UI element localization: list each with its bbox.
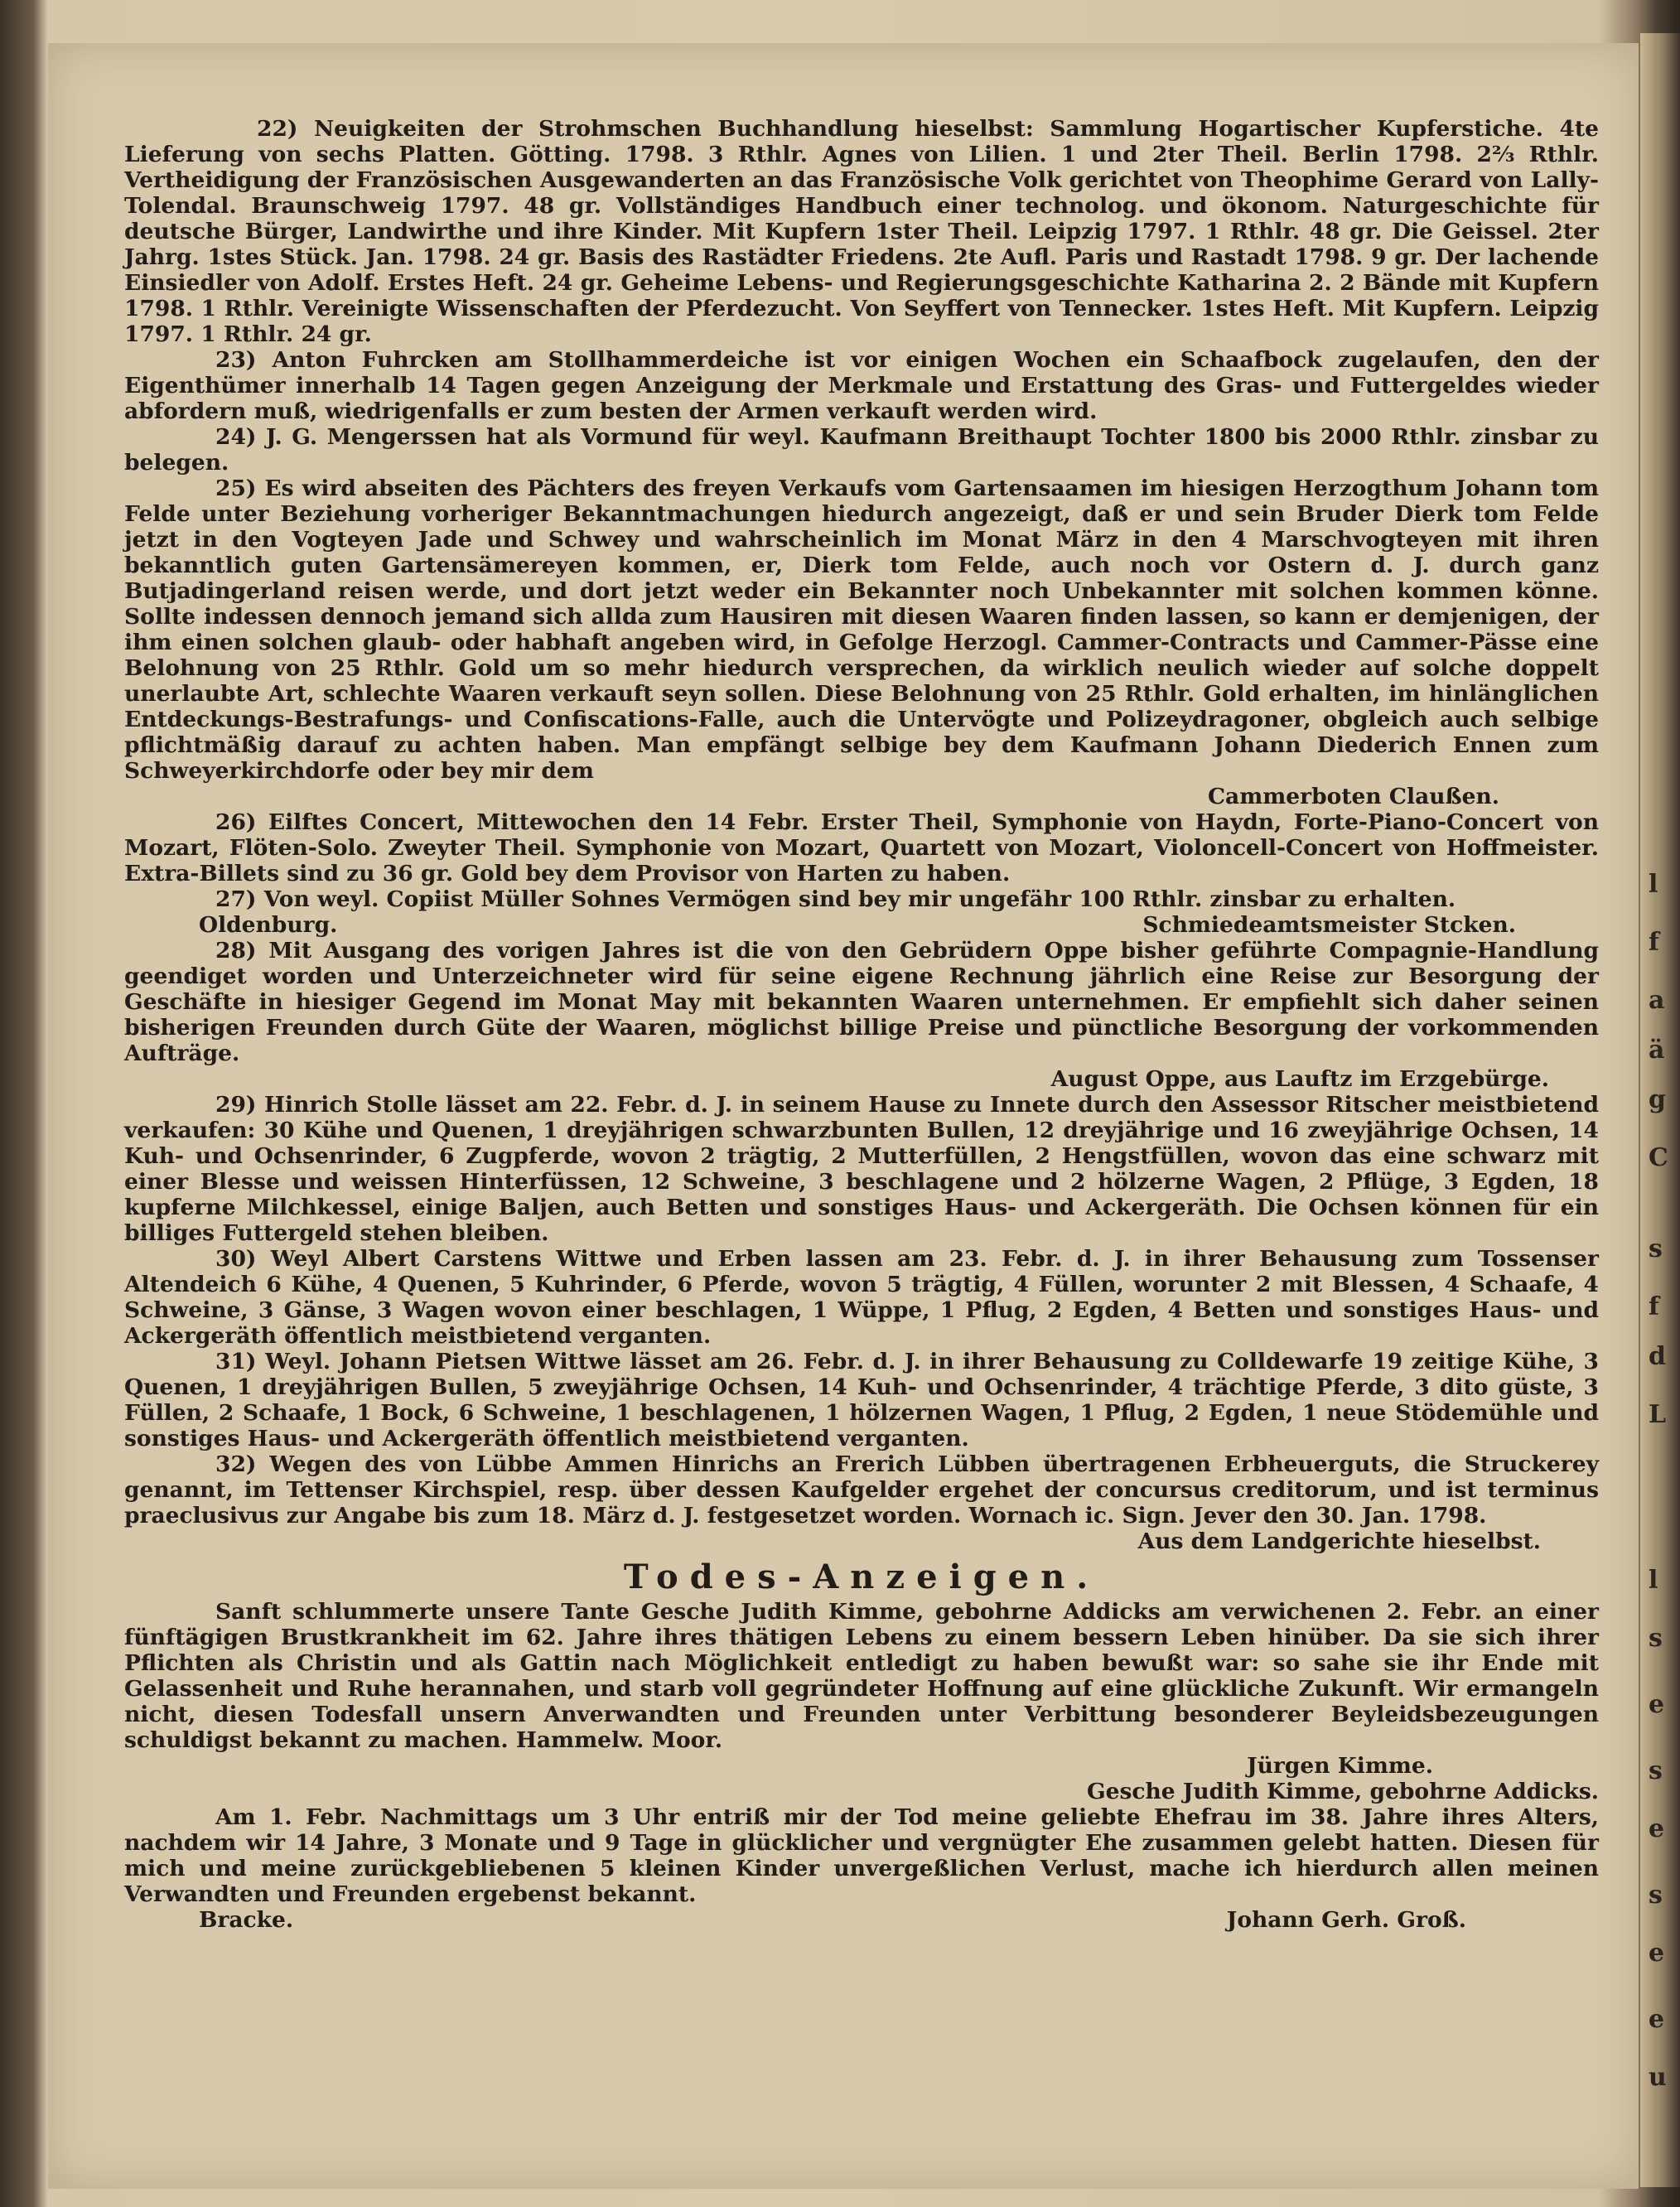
edge-letter: e [1649, 1814, 1665, 1843]
edge-letter: e [1649, 1939, 1665, 1968]
notice-24: 24) J. G. Mengerssen hat als Vormund für weyl. Kaufmann Breithaupt Tochter 1800 bis 2000 Rthlr. zinsbar zu belegen. [124, 424, 1599, 476]
page-content [124, 116, 1599, 1933]
notice-27-signature [124, 912, 1599, 938]
edge-letter: s [1649, 1624, 1663, 1653]
edge-letter: s [1649, 1881, 1663, 1910]
facing-page-edge [1640, 33, 1680, 2187]
edge-letter: u [1649, 2063, 1667, 2092]
edge-letter: L [1649, 1400, 1667, 1429]
edge-letter: l [1649, 1566, 1658, 1595]
notice-25: 25) Es wird abseiten des Pächters des freyen Verkaufs vom Gartensaamen im hiesigen Herzogthum Johann tom Felde unter Beziehung vorheriger Bekanntmachungen hiedurch angezeigt, daß er und sein Bruder Dierk tom Felde jetzt in den Vogteyen Jade und Schwey und wahrscheinlich im Monat März in den 4 Marschvogteyen mit ihren bekanntlich guten Gartensämereyen kommen, er, Dierk tom Felde, auch noch vor Ostern d. J. durch ganz Butjadingerland reisen werde, und dort jetzt weder ein Bekannter noch Unbekannter mit solchen kommen könne. Sollte indessen dennoch jemand sich allda zum Hausiren mit diesen Waaren finden lassen, so kann er demjenigen, der ihm einen solchen glaub- oder habhaft angeben wird, in Gefolge Herzogl. Cammer-Contracts und Cammer-Pässe eine Belohnung von 25 Rthlr. Gold um so mehr hiedurch versprechen, da wirklich neulich wieder auf solche doppelt unerlaubte Art, schlechte Waaren verkauft seyn sollen. Diese Belohnung von 25 Rthlr. Gold erhalten, im hinlänglichen Entdeckungs-Bestrafungs- und Confiscations-Falle, auch die Untervögte und Polizeydragoner, obgleich auch selbige pflichtmäßig darauf zu achten haben. Man empfängt selbige bey dem Kaufmann Johann Diederich Ennen zum Schweyerkirchdorfe oder bey mir dem [124, 476, 1599, 784]
notice-28: 28) Mit Ausgang des vorigen Jahres ist die von den Gebrüdern Oppe bisher geführte Compagnie-Handlung geendiget worden und Unterzeichneter wird für seine eigene Rechnung jährlich eine Reise zur Besorgung der Geschäfte in hiesiger Gegend im Monat May mit bekannten Waaren unternehmen. Er empfiehlt sich daher seinen bisherigen Freunden durch Güte der Waaren, möglichst billige Preise und pünctliche Besorgung der vorkommenden Aufträge. [124, 938, 1599, 1066]
notice-31: 31) Weyl. Johann Pietsen Wittwe lässet am 26. Febr. d. J. in ihrer Behausung zu Colldewarfe 19 zeitige Kühe, 3 Quenen, 1 dreyjährigen Bullen, 5 zweyjährige Ochsen, 14 Kuh- und Ochsenrinder, 4 trächtige Pferde, 3 dito güste, 3 Füllen, 2 Schaafe, 1 Bock, 6 Schweine, 1 beschlagenen, 1 hölzernen Wagen, 1 Pflug, 2 Egden, 1 neue Stödemühle und sonstiges Haus- und Ackergeräth öffentlich meistbietend verganten. [124, 1349, 1599, 1451]
death-notice-2-signer: Johann Gerh. Groß. [1226, 1907, 1466, 1933]
notice-27-signer: Schmiedeamtsmeister Stcken. [1142, 912, 1516, 938]
edge-letter: g [1649, 1085, 1666, 1114]
edge-letter: a [1649, 986, 1665, 1015]
death-notices-heading: Todes-Anzeigen. [623, 1557, 1100, 1596]
death-notice-2: Am 1. Febr. Nachmittags um 3 Uhr entriß mir der Tod meine geliebte Ehefrau im 38. Jahre ihres Alters, nachdem wir 14 Jahre, 3 Monate und 9 Tage in glücklicher und vergnügter Ehe zusammen gelebt hatten. Diesen für mich und meine zurückgebliebenen 5 kleinen Kinder unvergeßlichen Verlust, mache ich hierdurch allen meinen Verwandten und Freunden ergebenst bekannt. [124, 1804, 1599, 1907]
notice-32: 32) Wegen des von Lübbe Ammen Hinrichs an Frerich Lübben übertragenen Erbheuerguts, die Struckerey genannt, im Tettenser Kirchspiel, resp. über dessen Kaufgelder ergehet der concursus creditorum, und ist terminus praeclusivus zur Angabe bis zum 18. März d. J. festgesetzet worden. Wornach ic. Sign. Jever den 30. Jan. 1798. [124, 1451, 1599, 1528]
death-notice-1: Sanft schlummerte unsere Tante Gesche Judith Kimme, gebohrne Addicks am verwichenen 2. Febr. an einer fünftägigen Brustkrankheit im 62. Jahre ihres thätigen Lebens zu einem bessern Leben hinüber. Da sie sich ihrer Pflichten als Christin und als Gattin nach Möglichkeit entledigt zu haben bewußt war: so sahe sie ihr Ende mit Gelassenheit und Ruhe herannahen, und starb voll gegründeter Hoffnung auf eine glückliche Zukunft. Wir ermangeln nicht, diesen Todesfall unsern Anverwandten und Freunden unter Verbittung besonderer Beyleidsbezeugungen schuldigst bekannt zu machen. Hammelw. Moor. [124, 1599, 1599, 1753]
edge-letter: e [1649, 1690, 1665, 1719]
edge-letter: C [1649, 1143, 1668, 1172]
edge-letter: s [1649, 1756, 1663, 1785]
death-notice-1-signer-2: Gesche Judith Kimme, gebohrne Addicks. [1086, 1779, 1599, 1804]
death-notice-2-signature [124, 1907, 1599, 1933]
edge-letter: s [1649, 1234, 1663, 1263]
notice-26: 26) Eilftes Concert, Mittewochen den 14 Febr. Erster Theil, Symphonie von Haydn, Forte-Piano-Concert von Mozart, Flöten-Solo. Zweyter Theil. Symphonie von Mozart, Quartett von Mozart, Violoncell-Concert von Hoffmeister. Extra-Billets sind zu 36 gr. Gold bey dem Provisor von Harten zu haben. [124, 809, 1599, 886]
notice-27: 27) Von weyl. Copiist Müller Sohnes Vermögen sind bey mir ungefähr 100 Rthlr. zinsbar zu erhalten. [215, 886, 1456, 912]
edge-letter: e [1649, 2005, 1665, 2034]
edge-letter: f [1649, 1292, 1659, 1321]
notice-32-signature: Aus dem Landgerichte hieselbst. [1137, 1528, 1541, 1554]
edge-letter: ä [1649, 1036, 1665, 1065]
notice-28-signature: August Oppe, aus Lauftz im Erzgebürge. [1050, 1066, 1549, 1092]
edge-letter: f [1649, 928, 1659, 957]
edge-letter: d [1649, 1342, 1666, 1371]
notice-29: 29) Hinrich Stolle lässet am 22. Febr. d. J. in seinem Hause zu Innete durch den Assessor Ritscher meistbietend verkaufen: 30 Kühe und Quenen, 1 dreyjährigen schwarzbunten Bullen, 12 dreyjährige und 16 zweyjährige Ochsen, 14 Kuh- und Ochsenrinder, 6 Zugpferde, wovon 2 trägtig, 2 Mutterfüllen, 2 Hengstfüllen, wovon das eine schwarz mit einer Blesse und weissen Hinterfüssen, 12 Schweine, 3 beschlagene und 2 hölzerne Wagen, 2 Pflüge, 3 Egden, 18 kupferne Milchkessel, einige Baljen, auch Betten und sonstiges Haus- und Ackergeräth. Die Ochsen können für ein billiges Futtergeld stehen bleiben. [124, 1092, 1599, 1246]
death-notice-1-signer-1: Jürgen Kimme. [1247, 1753, 1433, 1779]
notice-23: 23) Anton Fuhrcken am Stollhammerdeiche ist vor einigen Wochen ein Schaafbock zugelaufen, den der Eigenthümer innerhalb 14 Tagen gegen Anzeigung der Merkmale und Erstattung des Gras- und Futtergeldes wieder abfordern muß, wiedrigenfalls er zum besten der Armen verkauft werden wird. [124, 347, 1599, 424]
death-notice-2-place: Bracke. [199, 1907, 294, 1933]
notice-25-signature: Cammerboten Claußen. [1207, 784, 1499, 809]
notice-30: 30) Weyl Albert Carstens Wittwe und Erben lassen am 23. Febr. d. J. in ihrer Behausung zum Tossenser Altendeich 6 Kühe, 4 Quenen, 5 Kuhrinder, 6 Pferde, wovon 5 trägtig, 4 Füllen, worunter 2 mit Blessen, 4 Schaafe, 4 Schweine, 3 Gänse, 3 Wagen wovon einer beschlagen, 1 Wüppe, 1 Pflug, 2 Egden, 4 Betten und sonstiges Haus- und Ackergeräth öffentlich meistbietend verganten. [124, 1246, 1599, 1349]
notice-22: 22) Neuigkeiten der Strohmschen Buchhandlung hieselbst: Sammlung Hogartischer Kupferstiche. 4te Lieferung von sechs Platten. Götting. 1798. 3 Rthlr. Agnes von Lilien. 1 und 2ter Theil. Berlin 1798. 2⅔ Rthlr. Vertheidigung der Französischen Ausgewanderten an das Französische Volk gerichtet von Theophime Gerard von Lally-Tolendal. Braunschweig 1797. 48 gr. Vollständiges Handbuch einer technolog. und ökonom. Naturgeschichte für deutsche Bürger, Landwirthe und ihre Kinder. Mit Kupfern 1ster Theil. Leipzig 1797. 1 Rthlr. 48 gr. Die Geissel. 2ter Jahrg. 1stes Stück. Jan. 1798. 24 gr. Basis des Rastädter Friedens. 2te Aufl. Paris und Rastadt 1798. 9 gr. Der lachende Einsiedler von Adolf. Erstes Heft. 24 gr. Geheime Lebens- und Regierungsgeschichte Katharina 2. 2 Bände mit Kupfern 1798. 1 Rthlr. Vereinigte Wissenschaften der Pferdezucht. Von Seyffert von Tennecker. 1stes Heft. Mit Kupfern. Leipzig 1797. 1 Rthlr. 24 gr. [124, 116, 1599, 347]
notice-27-place: Oldenburg. [199, 912, 338, 938]
edge-letter: l [1649, 870, 1658, 899]
